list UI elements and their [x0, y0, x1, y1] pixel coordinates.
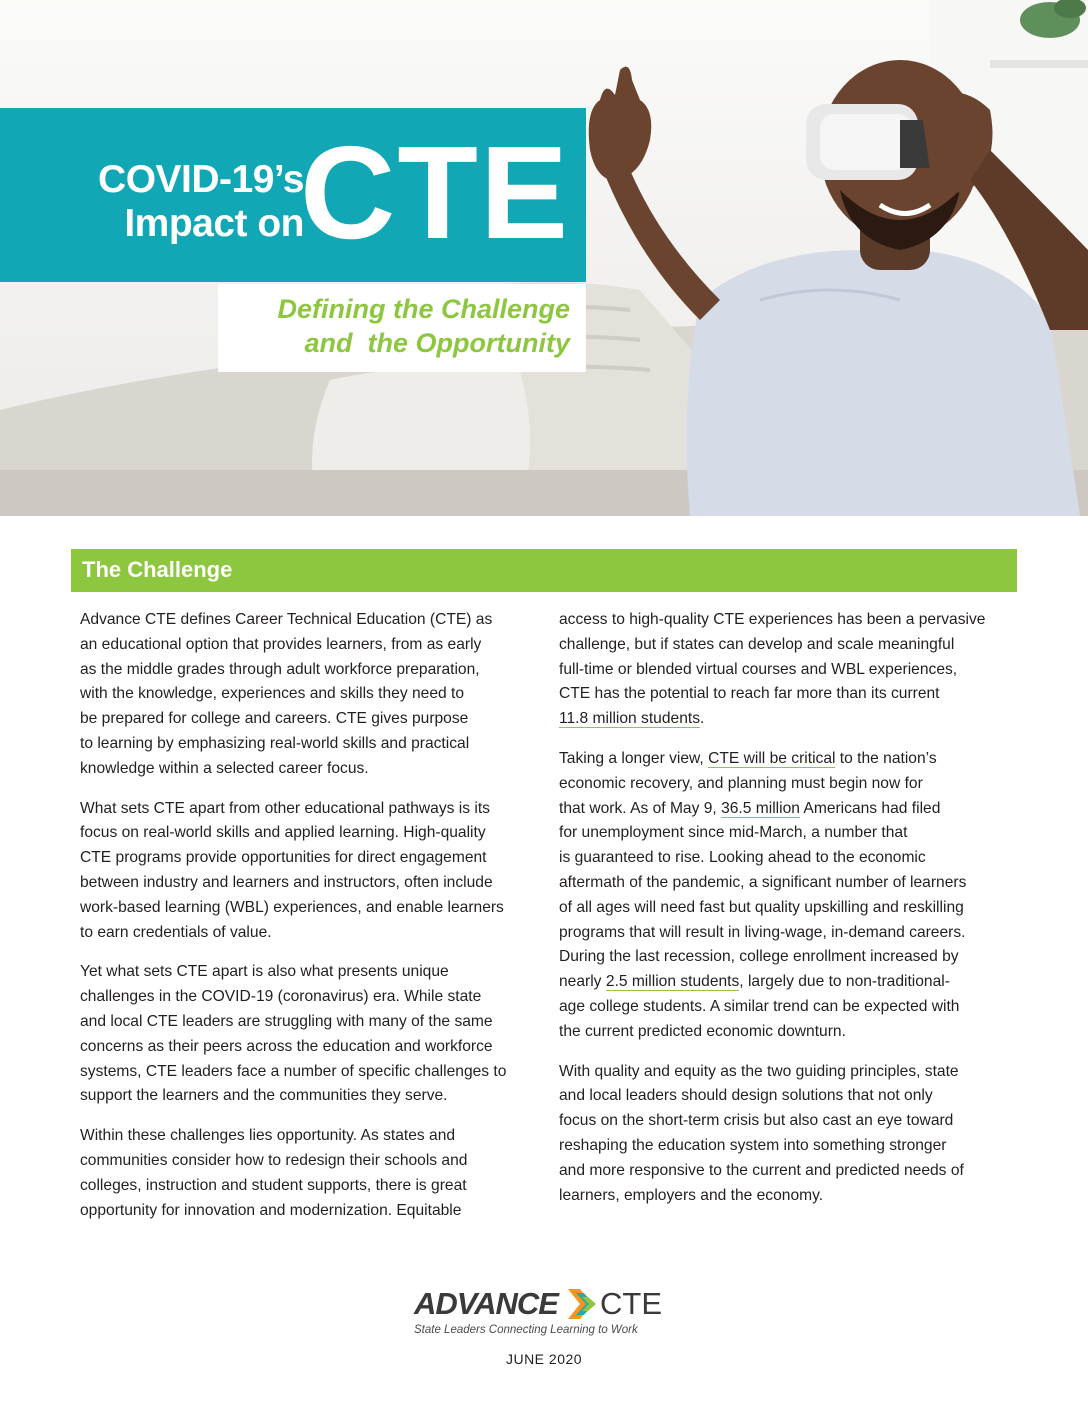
- title-line-1: COVID-19’s: [98, 158, 304, 201]
- subtitle-line-1: Defining the Challenge: [277, 294, 570, 324]
- section-title: The Challenge: [82, 557, 233, 582]
- publication-date: JUNE 2020: [505, 1351, 583, 1367]
- text-line: colleges, instruction and student supports, there is great: [80, 1176, 467, 1194]
- text-line: communities consider how to redesign their schools and: [80, 1151, 468, 1169]
- text-line: learners, employers and the economy.: [559, 1186, 824, 1204]
- text-line: Within these challenges lies opportunity. As states and: [80, 1127, 456, 1145]
- logo-word-advance: ADVANCE: [414, 1286, 558, 1321]
- text-line: and local CTE leaders are struggling with many of the same: [80, 1012, 493, 1030]
- link-cte-will-be-critical[interactable]: CTE will be critical: [708, 749, 836, 767]
- title-cte: CTE: [300, 119, 570, 266]
- text-line: and local leaders should design solutions that not only: [559, 1087, 933, 1105]
- subtitle: [218, 292, 570, 360]
- text-line: With quality and equity as the two guiding principles, state: [559, 1062, 959, 1080]
- link-11-8-million-students[interactable]: 11.8 million students: [559, 710, 700, 728]
- text-fragment: that work. As of May 9,: [559, 799, 722, 817]
- text-fragment: , largely due to non-traditional-: [739, 973, 950, 991]
- text-line: programs that will result in living-wage, in-demand careers.: [559, 923, 966, 941]
- text-line: access to high-quality CTE experiences has been a pervasive: [559, 611, 986, 628]
- text-line: between industry and learners and instructors, often include: [80, 873, 493, 891]
- text-line: to learning by emphasizing real-world skills and practical: [80, 734, 470, 752]
- title-line-2: Impact on: [124, 202, 304, 245]
- text-line: knowledge within a selected career focus.: [80, 759, 369, 777]
- text-line: and more responsive to the current and predicted needs of: [559, 1161, 964, 1179]
- text-line: support the learners and the communities they serve.: [80, 1087, 448, 1105]
- paragraph: [559, 1060, 1014, 1209]
- text-line: with the knowledge, experiences and skills they need to: [80, 685, 465, 703]
- text-line: challenge, but if states can develop and scale meaningful: [559, 635, 955, 653]
- logo-word-cte: CTE: [600, 1286, 662, 1321]
- title-lead: [64, 158, 304, 246]
- text-line: Yet what sets CTE apart is also what presents unique: [80, 963, 449, 981]
- text-line: work-based learning (WBL) experiences, and enable learners: [80, 898, 504, 916]
- text-line: opportunity for innovation and modernization. Equitable: [80, 1201, 462, 1219]
- subtitle-line-2: and the Opportunity: [304, 328, 570, 358]
- text-fragment: to the nation’s: [835, 749, 937, 767]
- text-line: challenges in the COVID-19 (coronavirus) era. While state: [80, 988, 482, 1006]
- paragraph: [80, 1124, 532, 1223]
- text-line: What sets CTE apart from other educational pathways is its: [80, 799, 490, 817]
- text-fragment: nearly: [559, 973, 606, 991]
- text-line: focus on the short-term crisis but also cast an eye toward: [559, 1112, 954, 1130]
- text-line: CTE programs provide opportunities for direct engagement: [80, 849, 487, 867]
- link-2-5-million-students[interactable]: 2.5 million students: [605, 973, 740, 991]
- text-line: reshaping the education system into something stronger: [559, 1136, 947, 1154]
- paragraph: [80, 608, 532, 782]
- text-line: [559, 747, 1014, 772]
- text-line: is guaranteed to rise. Looking ahead to the economic: [559, 849, 926, 867]
- text-line: an educational option that provides learners, from as early: [80, 635, 482, 653]
- text-line: During the last recession, college enrollment increased by: [559, 948, 959, 966]
- text-line: aftermath of the pandemic, a significant number of learners: [559, 873, 967, 891]
- paragraph: [80, 960, 532, 1109]
- text-line: for unemployment since mid-March, a number that: [559, 824, 908, 842]
- text-line: [559, 970, 1014, 995]
- text-line: to earn credentials of value.: [80, 923, 272, 941]
- text-line: focus on real-world skills and applied learning. High-quality: [80, 824, 486, 842]
- text-line: be prepared for college and careers. CTE gives purpose: [80, 710, 469, 728]
- text-fragment: Taking a longer view,: [559, 749, 709, 767]
- text-line: age college students. A similar trend can be expected with: [559, 997, 960, 1015]
- chevron-arrow-icon: [566, 1287, 600, 1321]
- text-line: concerns as their peers across the education and workforce: [80, 1037, 493, 1055]
- advance-cte-logo: [414, 1285, 674, 1325]
- text-line: [559, 797, 1014, 822]
- paragraph: [559, 747, 1014, 1045]
- link-36-5-million[interactable]: 36.5 million: [721, 799, 800, 817]
- logo-tagline: State Leaders Connecting Learning to Work: [414, 1324, 638, 1336]
- text-line: the current predicted economic downturn.: [559, 1022, 846, 1040]
- paragraph: [559, 608, 1014, 732]
- text-line: [559, 707, 1014, 732]
- paragraph: [80, 797, 532, 946]
- text-line: systems, CTE leaders face a number of specific challenges to: [80, 1062, 507, 1080]
- text-line: as the middle grades through adult workforce preparation,: [80, 660, 480, 678]
- text-line: economic recovery, and planning must begin now for: [559, 774, 923, 792]
- text-line: Advance CTE defines Career Technical Education (CTE) as: [80, 611, 493, 628]
- text-line: of all ages will need fast but quality upskilling and reskilling: [559, 898, 964, 916]
- text-line: full-time or blended virtual courses and WBL experiences,: [559, 660, 958, 678]
- left-column: [80, 608, 532, 1238]
- text-fragment: Americans had filed: [799, 799, 941, 817]
- text-line: CTE has the potential to reach far more than its current: [559, 685, 940, 703]
- right-column: [559, 608, 1014, 1223]
- text-fragment: .: [700, 710, 705, 728]
